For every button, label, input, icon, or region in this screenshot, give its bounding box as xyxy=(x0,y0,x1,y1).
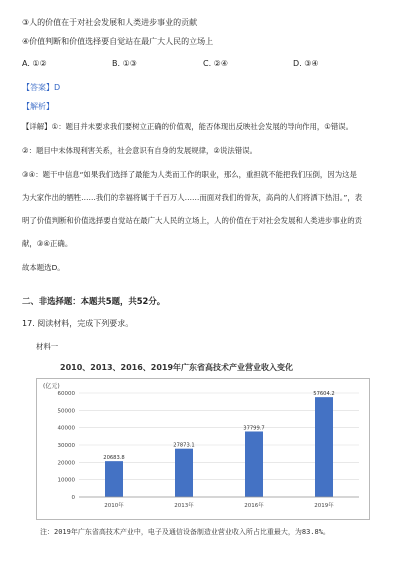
x-tick-label: 2019年 xyxy=(314,503,334,509)
choice-c: C. ②④ xyxy=(203,59,229,68)
y-tick-label: 60000 xyxy=(57,391,75,397)
bar xyxy=(175,449,193,497)
y-tick-label: 50000 xyxy=(57,408,75,415)
y-tick-label: 40000 xyxy=(57,425,75,432)
x-tick-label: 2013年 xyxy=(174,503,194,509)
y-tick-label: 0 xyxy=(71,495,75,501)
explanation-line-3: ③④：题干中信息“如果我们选择了最能为人类而工作的职业，那么，重担就不能把我们压倒，因为这是 xyxy=(22,170,357,179)
question-17: 17. 阅读材料，完成下列要求。 xyxy=(22,319,134,328)
bar-chart xyxy=(37,379,369,519)
explanation-line-4: 为大家作出的牺牲……我们的幸福将属于千百万人……而面对我们的骨灰，高尚的人们将洒下热泪。”，表 xyxy=(22,193,363,202)
bar-value-label: 27873.1 xyxy=(173,442,195,449)
analysis-label: 【解析】 xyxy=(22,102,54,111)
bar-value-label: 57604.2 xyxy=(313,391,335,398)
material-label: 材料一 xyxy=(36,342,59,351)
answer-label: 【答案】D xyxy=(22,83,61,92)
bar-value-label: 37799.7 xyxy=(243,425,265,432)
chart-note: 注：2019年广东省高技术产业中，电子及通信设备制造业营业收入所占比重最大，为83.8%。 xyxy=(40,528,330,536)
section-heading: 二、非选择题：本题共5题，共52分。 xyxy=(22,296,166,306)
choice-b: B. ①③ xyxy=(112,59,137,68)
bar xyxy=(315,397,333,497)
choice-a: A. ①② xyxy=(22,59,47,68)
x-tick-label: 2016年 xyxy=(244,503,264,509)
bar xyxy=(245,431,263,497)
bar-value-label: 20683.8 xyxy=(103,455,125,462)
explanation-line-6: 献，③④正确。 xyxy=(22,239,73,248)
chart-title: 2010、2013、2016、2019年广东省高技术产业营业收入变化 xyxy=(60,363,294,372)
y-tick-label: 20000 xyxy=(57,460,75,467)
choice-d: D. ③④ xyxy=(293,59,319,68)
y-tick-label: 10000 xyxy=(57,477,75,484)
explanation-conclusion: 故本题选D。 xyxy=(22,263,65,272)
option-item-4: ④价值判断和价值选择要自觉站在最广大人民的立场上 xyxy=(22,37,214,46)
explanation-line-5: 明了价值判断和价值选择要自觉站在最广大人民的立场上，人的价值在于对社会发展和人类进步事业的贡 xyxy=(22,216,362,225)
y-axis-unit: (亿元) xyxy=(43,383,60,390)
y-tick-label: 30000 xyxy=(57,443,75,449)
x-tick-label: 2010年 xyxy=(104,503,124,509)
option-item-3: ③人的价值在于对社会发展和人类进步事业的贡献 xyxy=(22,18,198,27)
chart-frame xyxy=(36,378,370,520)
explanation-line-2: ②：题目中未体现利害关系，社会意识有自身的发展规律，②说法错误。 xyxy=(22,146,257,155)
bar xyxy=(105,461,123,497)
explanation-line-1: 【详解】①：题目并未要求我们要树立正确的价值观，能否体现出反映社会发展的导向作用，①错误。 xyxy=(22,122,354,131)
